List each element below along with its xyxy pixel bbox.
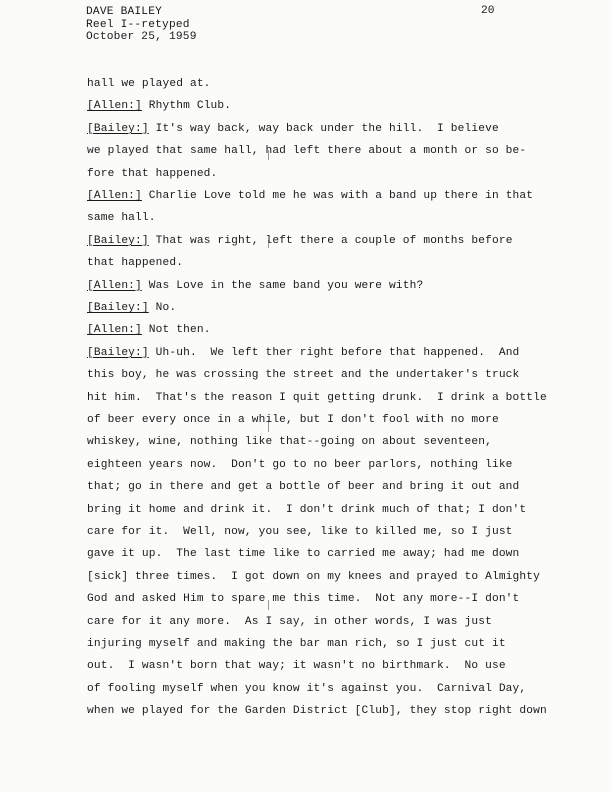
transcript-line xyxy=(87,704,547,718)
speaker-label: [Bailey:] xyxy=(87,346,149,359)
line-text: injuring myself and making the bar man rich, so I just cut it xyxy=(87,638,506,650)
line-text: God and asked Him to spare me this time. Not any more--I don't xyxy=(87,593,520,606)
transcript-line xyxy=(87,480,519,494)
transcript-line xyxy=(87,323,211,337)
line-text: Charlie Love told me he was with a band up there in that xyxy=(141,190,534,202)
transcript-line xyxy=(87,615,492,629)
reel-label: Reel I--retyped xyxy=(86,18,190,31)
transcript-line xyxy=(87,570,540,584)
line-text: hall we played at. xyxy=(87,78,211,90)
line-text: That was right, left there a couple of months before xyxy=(148,234,513,247)
speaker-label: [Bailey:] xyxy=(87,122,149,135)
speaker-label: [Allen:] xyxy=(87,100,142,113)
line-text: that; go in there and get a bottle of beer and bring it out and xyxy=(87,481,520,494)
line-text: that happened. xyxy=(87,257,184,270)
transcript-line xyxy=(87,592,519,606)
transcript-line xyxy=(87,77,211,91)
line-text: whiskey, wine, nothing like that--going on about seventeen, xyxy=(87,436,492,449)
transcript-line xyxy=(87,458,513,472)
transcript-line xyxy=(87,547,519,561)
transcript-line xyxy=(87,391,547,405)
line-text: we played that same hall, had left there about a month or so be- xyxy=(87,145,527,158)
transcript-line xyxy=(87,256,183,270)
interview-date: October 25, 1959 xyxy=(86,31,197,43)
line-text: same hall. xyxy=(87,212,156,225)
line-text: of fooling myself when you know it's against you. Carnival Day, xyxy=(87,682,527,695)
line-text: Was Love in the same band you were with? xyxy=(141,279,424,292)
line-text: hit him. That's the reason I quit getting drunk. I drink a bottle xyxy=(87,391,547,404)
line-text: eighteen years now. Don't go to no beer parlors, nothing like xyxy=(87,458,513,471)
line-text: care for it. Well, now, you see, like to killed me, so I just xyxy=(87,526,513,538)
transcript-line xyxy=(87,279,423,293)
line-text: gave it up. The last time like to carried me away; had me down xyxy=(87,548,520,561)
speaker-label: [Bailey:] xyxy=(87,234,149,247)
transcript-line xyxy=(87,144,526,158)
line-text: out. I wasn't born that way; it wasn't no birthmark. No use xyxy=(87,660,506,673)
line-text: when we played for the Garden District [Club], they stop right down xyxy=(87,705,547,718)
line-text: [sick] three times. I got down on my knees and prayed to Almighty xyxy=(87,570,540,583)
document-header xyxy=(86,6,197,44)
transcript-line xyxy=(87,122,499,136)
speaker-label: [Allen:] xyxy=(87,279,142,292)
transcript-line xyxy=(87,189,533,203)
line-text: this boy, he was crossing the street and the undertaker's truck xyxy=(87,369,520,382)
transcript-line xyxy=(87,503,526,517)
line-text: Rhythm Club. xyxy=(141,100,232,113)
transcript-line xyxy=(87,637,506,651)
speaker-label: [Allen:] xyxy=(87,190,142,202)
transcript-line xyxy=(87,167,217,181)
line-text: bring it home and drink it. I don't drink much of that; I don't xyxy=(87,503,527,516)
line-text: of beer every once in a while, but I don't fool with no more xyxy=(87,414,499,426)
transcript-line xyxy=(87,211,156,225)
transcript-line xyxy=(87,301,176,315)
transcript-line xyxy=(87,525,513,539)
interviewee-name: DAVE BAILEY xyxy=(86,6,163,18)
transcript-line xyxy=(87,99,231,113)
line-text: fore that happened. xyxy=(87,167,218,180)
transcript-line xyxy=(87,682,526,696)
line-text: Uh-uh. We left ther right before that happened. And xyxy=(148,346,520,359)
line-text: No. xyxy=(148,302,177,314)
speaker-label: [Allen:] xyxy=(87,324,142,337)
line-text: care for it any more. As I say, in other words, I was just xyxy=(87,615,492,628)
transcript-line xyxy=(87,659,506,673)
transcript-line xyxy=(87,413,499,427)
transcript-line xyxy=(87,435,492,449)
transcript-line xyxy=(87,234,513,248)
speaker-label: [Bailey:] xyxy=(87,302,149,314)
page-number: 20 xyxy=(481,5,495,17)
line-text: It's way back, way back under the hill. I believe xyxy=(148,122,499,135)
transcript-line xyxy=(87,368,519,382)
line-text: Not then. xyxy=(141,324,211,337)
transcript-line xyxy=(87,346,519,360)
